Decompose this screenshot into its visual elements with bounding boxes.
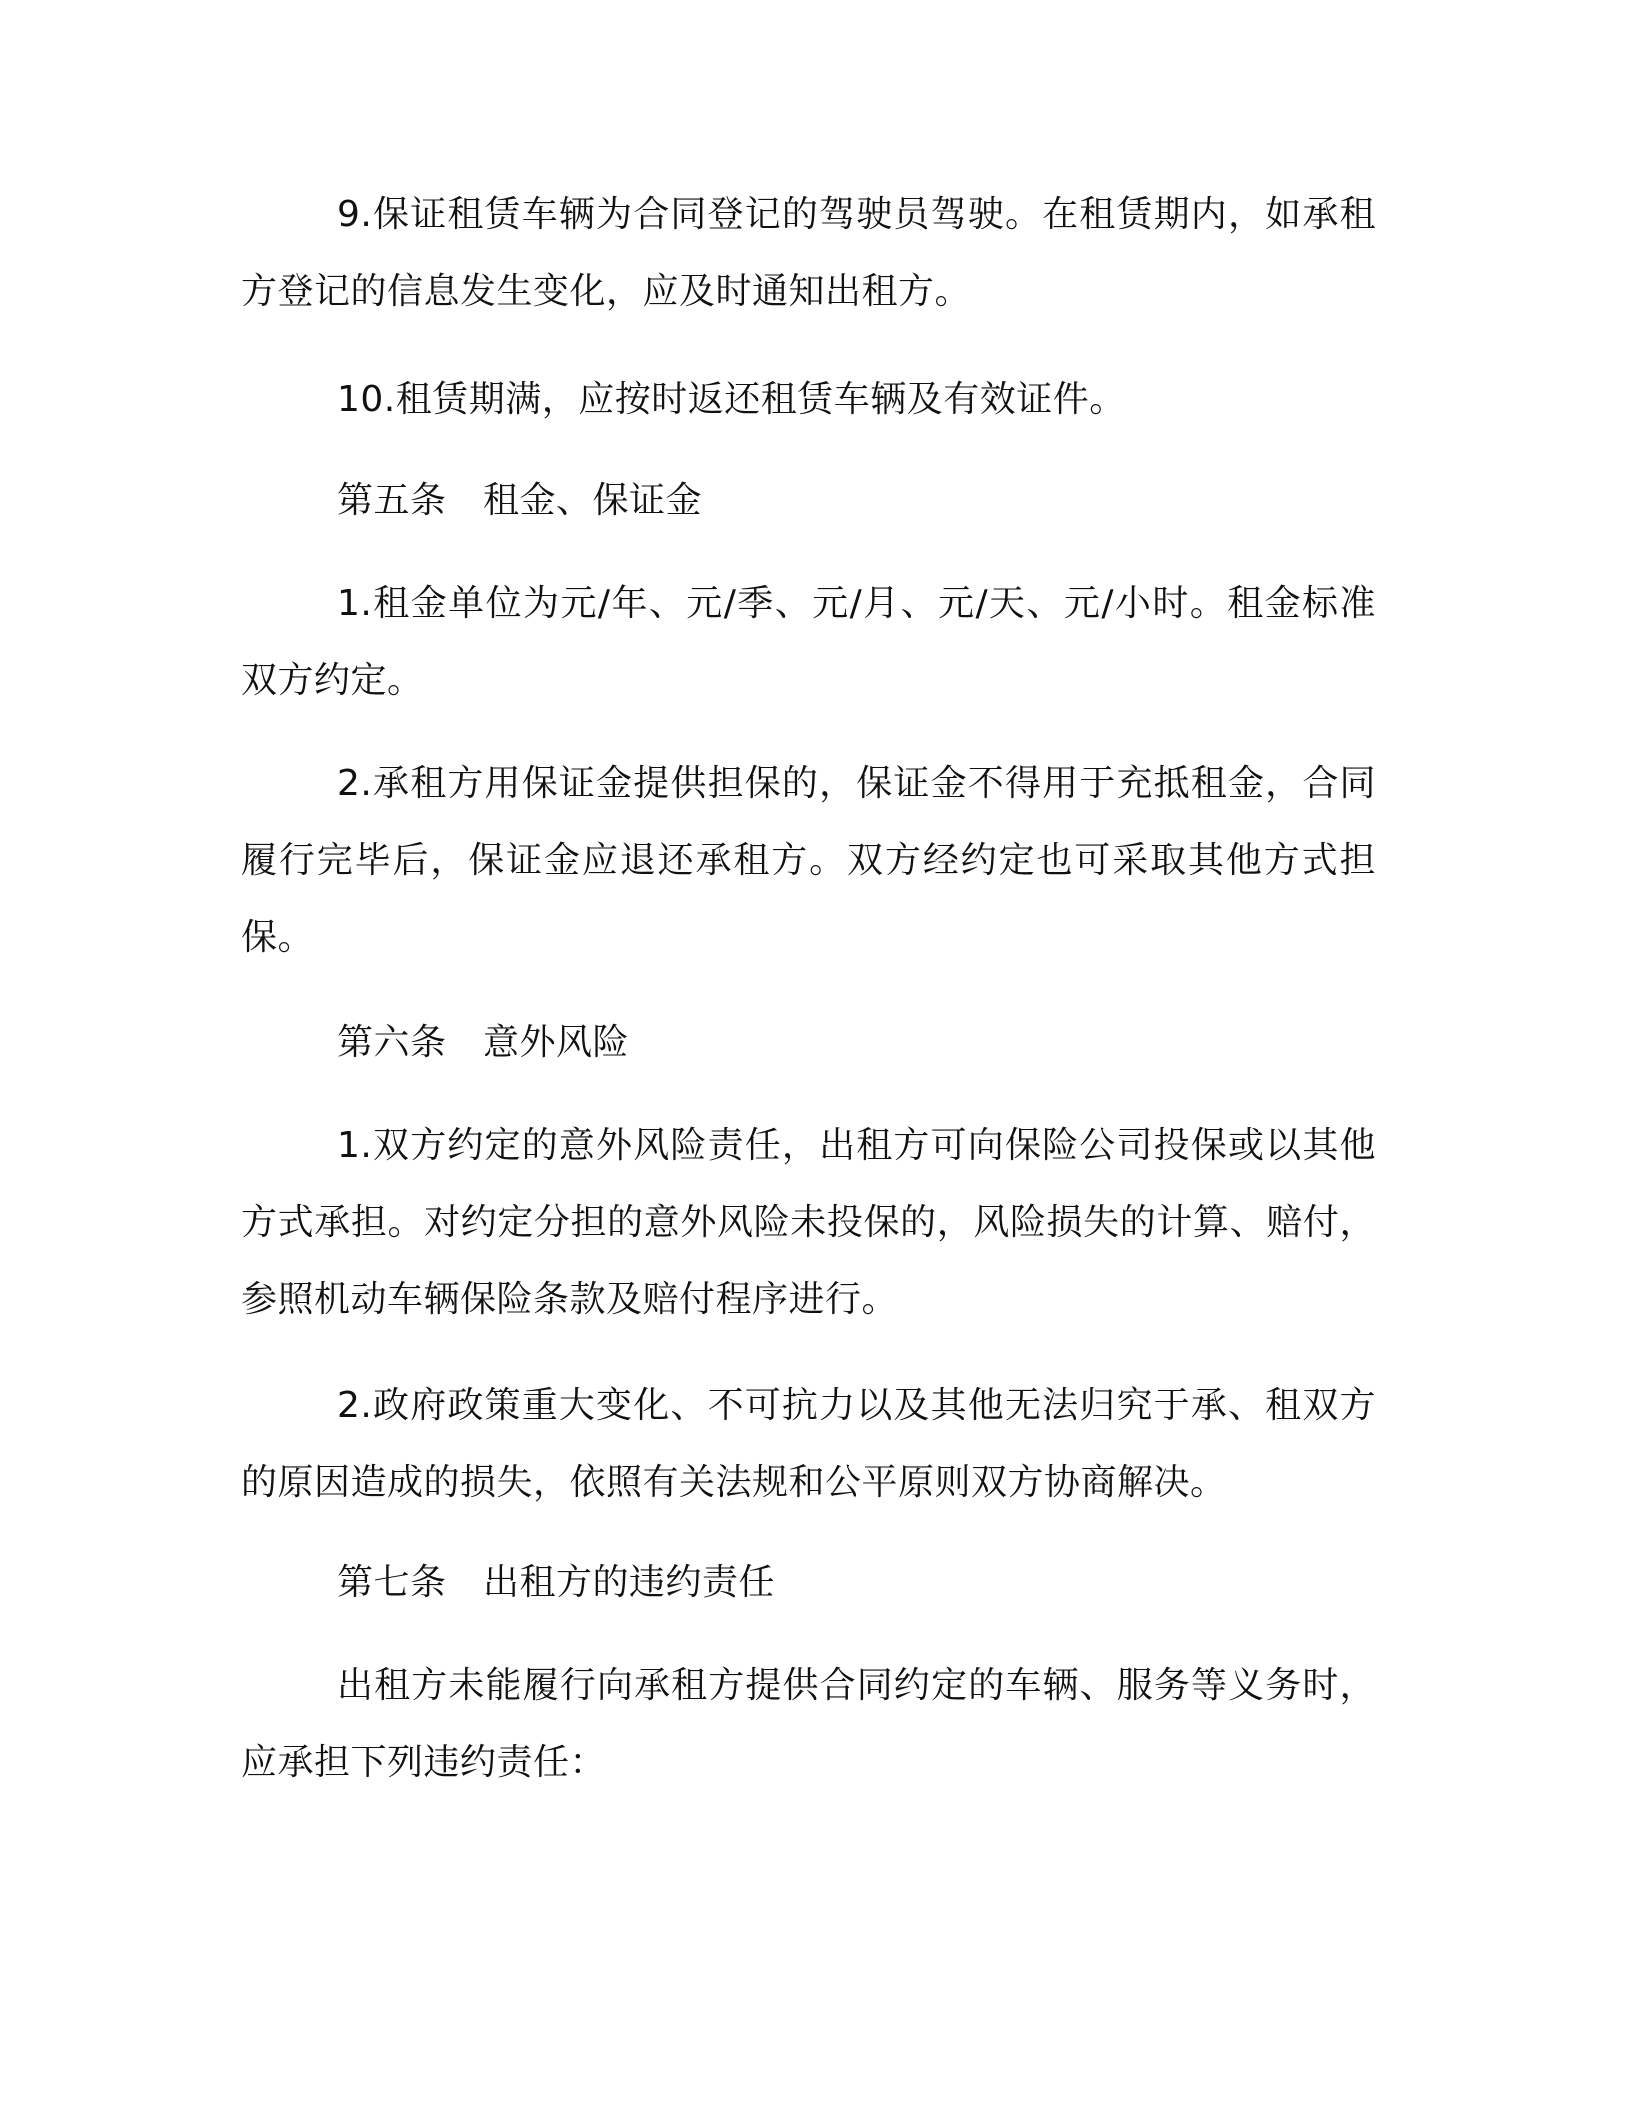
clause-4-item-9: 9.保证租赁车辆为合同登记的驾驶员驾驶。在租赁期内，如承租方登记的信息发生变化，应及时通知出租方。 xyxy=(241,194,1376,312)
article-5-heading: 第五条 租金、保证金 xyxy=(337,480,703,521)
clause-5-item-2: 2.承租方用保证金提供担保的，保证金不得用于充抵租金，合同履行完毕后，保证金应退还承租方。双方经约定也可采取其他方式担保。 xyxy=(241,763,1376,958)
clause-5-item-1: 1.租金单位为元/年、元/季、元/月、元/天、元/小时。租金标准双方约定。 xyxy=(241,583,1376,701)
clause-4-item-10: 10.租赁期满，应按时返还租赁车辆及有效证件。 xyxy=(337,379,1126,420)
clause-7-intro: 出租方未能履行向承租方提供合同约定的车辆、服务等义务时，应承担下列违约责任： xyxy=(241,1665,1376,1783)
article-7-heading: 第七条 出租方的违约责任 xyxy=(337,1562,776,1603)
article-6-heading: 第六条 意外风险 xyxy=(337,1022,630,1063)
clause-6-item-2: 2.政府政策重大变化、不可抗力以及其他无法归究于承、租双方的原因造成的损失，依照有关法规和公平原则双方协商解决。 xyxy=(241,1385,1376,1503)
clause-6-item-1: 1.双方约定的意外风险责任，出租方可向保险公司投保或以其他方式承担。对约定分担的意外风险未投保的，风险损失的计算、赔付，参照机动车辆保险条款及赔付程序进行。 xyxy=(241,1125,1376,1320)
